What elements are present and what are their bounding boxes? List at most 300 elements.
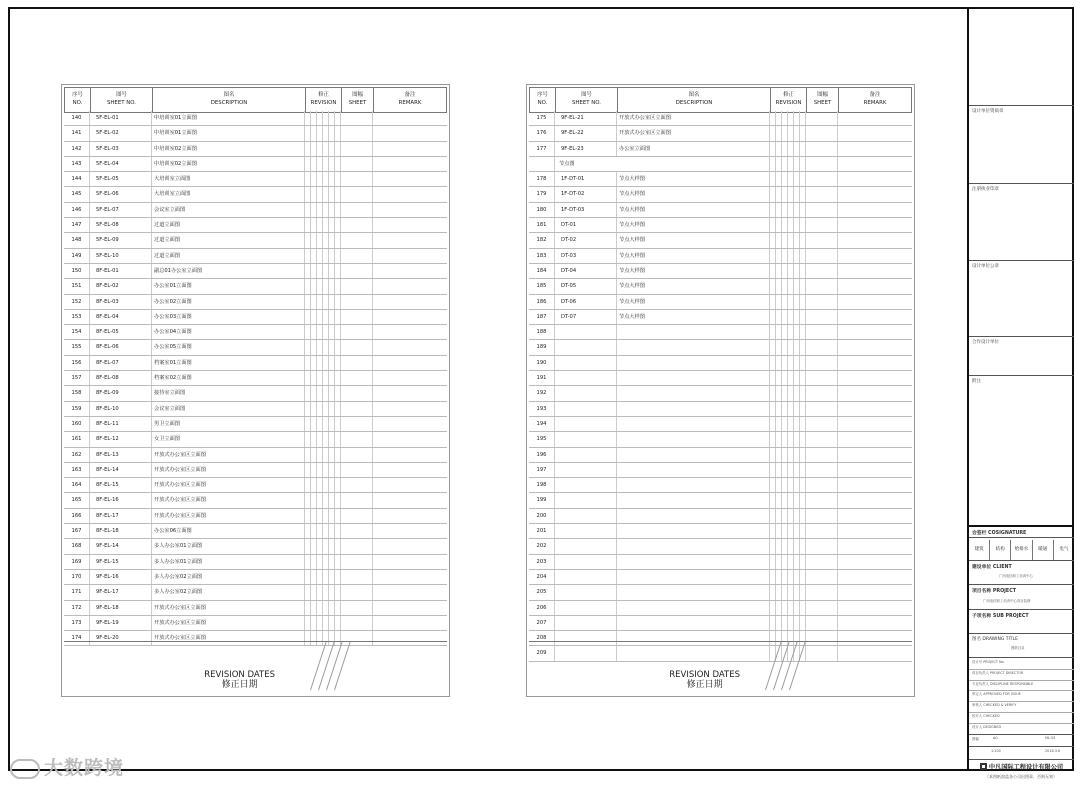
sheet-index-right (526, 84, 915, 697)
remark-cell (838, 616, 912, 630)
table-row (529, 524, 912, 539)
row-sheet-no (555, 417, 617, 431)
row-description: 开放式办公室区立面图 (152, 616, 305, 630)
sheet-cell (341, 570, 373, 584)
row-number: 152 (64, 295, 90, 309)
row-number: 161 (64, 432, 90, 446)
row-number: 208 (529, 631, 555, 645)
row-description: 会议室立面图 (152, 203, 305, 217)
row-description: 开放式办公室区立面图 (152, 601, 305, 615)
row-sheet-no: 5F-EL-09 (90, 233, 152, 247)
row-number: 193 (529, 402, 555, 416)
row-sheet-no: 5F-EL-06 (90, 187, 152, 201)
table-row (529, 386, 912, 401)
col-revision: 修正 REVISION (771, 88, 807, 112)
table-row (529, 203, 912, 218)
row-sheet-no: 8F-EL-09 (90, 386, 152, 400)
table-row (64, 585, 447, 600)
sheet-cell (806, 340, 838, 354)
row-sheet-no: 8F-EL-01 (90, 264, 152, 278)
sheet-cell (806, 402, 838, 416)
row-description: 节点大样图 (617, 264, 770, 278)
row-description: 开放式办公室区立面图 (152, 478, 305, 492)
table-row (529, 432, 912, 447)
row-number: 187 (529, 310, 555, 324)
remark-cell (373, 264, 447, 278)
sheet-cell (806, 555, 838, 569)
client-value: 广西电信职工培训中心 (999, 574, 1033, 578)
sheet-cell (806, 386, 838, 400)
table-row (64, 448, 447, 463)
remark-cell (373, 172, 447, 186)
sheet-cell (806, 279, 838, 293)
table-row (64, 601, 447, 616)
title-block (967, 7, 1074, 771)
discipline-electrical: 电气 (1059, 547, 1069, 552)
remark-cell (373, 555, 447, 569)
table-row (64, 111, 447, 126)
remark-cell (838, 157, 912, 171)
remark-cell (838, 417, 912, 431)
table-row (64, 509, 447, 524)
sheet-cell (806, 218, 838, 232)
remark-cell (838, 478, 912, 492)
sheet-cell (341, 356, 373, 370)
remark-cell (373, 524, 447, 538)
sheet-cell (806, 142, 838, 156)
sheet-cell (341, 264, 373, 278)
row-sheet-no: 1F-DT-02 (555, 187, 617, 201)
row-number: 151 (64, 279, 90, 293)
row-description: 节点大样图 (617, 249, 770, 263)
row-sheet-no: 8F-EL-07 (90, 356, 152, 370)
row-description: 多人办公室01立面图 (152, 539, 305, 553)
company-name: 中凡国际工程设计有限公司 (969, 759, 1074, 772)
sheet-cell (341, 310, 373, 324)
remark-cell (373, 295, 447, 309)
row-sheet-no (555, 493, 617, 507)
sheet-cell (806, 371, 838, 385)
notes-label: 附注 (972, 379, 981, 384)
sheet-cell (341, 325, 373, 339)
row-number: 163 (64, 463, 90, 477)
row-description (617, 432, 770, 446)
row-sheet-no: 9F-EL-15 (90, 555, 152, 569)
sheet-cell (806, 539, 838, 553)
row-sheet-no: 9F-EL-18 (90, 601, 152, 615)
row-description (617, 478, 770, 492)
sheet-cell (806, 264, 838, 278)
col-sheet-no: 图号 SHEET NO. (91, 88, 153, 112)
row-number: 175 (529, 111, 555, 125)
row-number: 191 (529, 371, 555, 385)
remark-cell (838, 218, 912, 232)
row-number: 184 (529, 264, 555, 278)
sheet-cell (341, 126, 373, 140)
row-sheet-no: 9F-EL-21 (555, 111, 617, 125)
signature-row-label: 校对人 CHECKED (972, 714, 1000, 718)
sheet-cell (806, 601, 838, 615)
row-sheet-no: 9F-EL-23 (555, 142, 617, 156)
row-sheet-no (555, 524, 617, 538)
sheet-cell (806, 325, 838, 339)
row-description: 档案室01立面图 (152, 356, 305, 370)
row-description (617, 570, 770, 584)
row-sheet-no: 5F-EL-07 (90, 203, 152, 217)
table-row (529, 249, 912, 264)
table-row (64, 432, 447, 447)
remark-cell (838, 310, 912, 324)
table-row (64, 539, 447, 554)
table-row (529, 555, 912, 570)
row-description (617, 448, 770, 462)
row-description (617, 402, 770, 416)
col-sheet-no: 图号 SHEET NO. (556, 88, 618, 112)
table-row (529, 172, 912, 187)
row-sheet-no: DT-02 (555, 233, 617, 247)
row-description (617, 371, 770, 385)
ratio-value: 1:100 (991, 749, 1001, 753)
row-description: 开放式办公室区立面图 (152, 448, 305, 462)
table-row (529, 570, 912, 585)
remark-cell (373, 187, 447, 201)
signature-row-label: 设计人 DESIGNED (972, 724, 1002, 729)
project-value: 广西电信职工培训中心项目装修 (983, 599, 1031, 603)
sheet-cell (806, 233, 838, 247)
table-row (529, 616, 912, 631)
row-sheet-no: 1F-DT-01 (555, 172, 617, 186)
row-sheet-no: 9F-EL-16 (90, 570, 152, 584)
table-row (529, 218, 912, 233)
row-description: 开放式办公室区立面图 (617, 126, 770, 140)
row-number: 168 (64, 539, 90, 553)
table-row (529, 356, 912, 371)
sheet-index-left (61, 84, 450, 697)
col-description: 图名 DESCRIPTION (153, 88, 306, 112)
row-description (617, 616, 770, 630)
table-row (529, 417, 912, 432)
table-row (64, 264, 447, 279)
date-value: 2018.3.6 (1045, 749, 1061, 753)
sheet-cell (341, 448, 373, 462)
row-number: 145 (64, 187, 90, 201)
row-number: 202 (529, 539, 555, 553)
sheet-cell (806, 203, 838, 217)
sheet-cell (806, 570, 838, 584)
row-number: 197 (529, 463, 555, 477)
row-number: 176 (529, 126, 555, 140)
row-number: 190 (529, 356, 555, 370)
col-sheet: 图幅 SHEET (807, 88, 839, 112)
row-sheet-no: 8F-EL-05 (90, 325, 152, 339)
remark-cell (373, 448, 447, 462)
sheet-cell (806, 509, 838, 523)
row-number: 173 (64, 616, 90, 630)
table-header (64, 87, 447, 113)
row-sheet-no: 8F-EL-14 (90, 463, 152, 477)
row-number: 149 (64, 249, 90, 263)
drawing-no-value: ML-03 (1045, 736, 1056, 740)
table-row (64, 402, 447, 417)
remark-cell (373, 585, 447, 599)
sheet-cell (806, 585, 838, 599)
table-row (64, 249, 447, 264)
row-number: 209 (529, 646, 555, 660)
col-remark: 备注 REMARK (398, 92, 422, 106)
row-number: 195 (529, 432, 555, 446)
sheet-cell (806, 295, 838, 309)
row-number: 199 (529, 493, 555, 507)
row-number: 207 (529, 616, 555, 630)
row-description: 办公室立面图 (617, 142, 770, 156)
row-number: 194 (529, 417, 555, 431)
row-description: 办公室03立面图 (152, 310, 305, 324)
table-row (529, 279, 912, 294)
remark-cell (838, 142, 912, 156)
table-row (64, 417, 447, 432)
remark-cell (373, 539, 447, 553)
table-row (64, 463, 447, 478)
row-description: 节点大样图 (617, 203, 770, 217)
sheet-cell (341, 249, 373, 263)
sheet-cell (806, 493, 838, 507)
sheet-cell (341, 203, 373, 217)
row-number: 150 (64, 264, 90, 278)
row-number: 164 (64, 478, 90, 492)
sheet-cell (806, 187, 838, 201)
row-number: 181 (529, 218, 555, 232)
row-sheet-no (555, 539, 617, 553)
row-number: 148 (64, 233, 90, 247)
remark-cell (373, 386, 447, 400)
sheet-cell (806, 356, 838, 370)
table-header (529, 87, 912, 113)
row-number (529, 157, 555, 171)
remark-cell (838, 356, 912, 370)
sheet-cell (341, 524, 373, 538)
remark-cell (373, 325, 447, 339)
row-number: 143 (64, 157, 90, 171)
row-sheet-no: 9F-EL-20 (90, 631, 152, 645)
sheet-cell (806, 172, 838, 186)
row-description: 节点大样图 (617, 172, 770, 186)
row-sheet-no (555, 356, 617, 370)
remark-cell (838, 448, 912, 462)
row-sheet-no (555, 432, 617, 446)
table-body (529, 111, 912, 662)
row-description (617, 601, 770, 615)
remark-cell (373, 340, 447, 354)
table-row (529, 233, 912, 248)
row-description (617, 555, 770, 569)
remark-cell (838, 295, 912, 309)
sheet-cell (341, 187, 373, 201)
remark-cell (838, 463, 912, 477)
row-number: 183 (529, 249, 555, 263)
row-sheet-no (555, 386, 617, 400)
table-row (64, 325, 447, 340)
table-row (529, 187, 912, 202)
sheet-cell (341, 539, 373, 553)
remark-cell (838, 402, 912, 416)
row-sheet-no: 9F-EL-22 (555, 126, 617, 140)
row-description: 副总01办公室立面图 (152, 264, 305, 278)
discipline-architecture: 建筑 (969, 540, 990, 560)
sub-project-label: 子项名称 SUB PROJECT (972, 614, 1029, 619)
row-sheet-no (555, 402, 617, 416)
row-sheet-no (555, 509, 617, 523)
remark-cell (373, 111, 447, 125)
row-description (617, 585, 770, 599)
table-row (64, 295, 447, 310)
sheet-cell (341, 371, 373, 385)
sheet-cell (341, 616, 373, 630)
col-no: 序号 NO. (530, 88, 556, 112)
revision-dates-label: REVISION DATES 修正日期 (669, 670, 740, 690)
table-row (529, 340, 912, 355)
sheet-cell (806, 616, 838, 630)
row-sheet-no: 8F-EL-16 (90, 493, 152, 507)
row-number: 206 (529, 601, 555, 615)
row-sheet-no: 8F-EL-08 (90, 371, 152, 385)
sheet-cell (806, 157, 838, 171)
signature-row-label: 专业负责人 DISCIPLINE RESPONSIBLE (972, 681, 1034, 686)
watermark-logo-icon (10, 759, 40, 779)
remark-cell (838, 203, 912, 217)
table-row (529, 295, 912, 310)
discipline-plumbing: 给排水 (1011, 540, 1032, 560)
remark-cell (838, 340, 912, 354)
row-description: 女卫立面图 (152, 432, 305, 446)
row-sheet-no (555, 463, 617, 477)
sheet-cell (341, 233, 373, 247)
row-description (617, 386, 770, 400)
row-number: 159 (64, 402, 90, 416)
table-row (64, 157, 447, 172)
row-description: 开放式办公室区立面图 (617, 111, 770, 125)
row-number: 153 (64, 310, 90, 324)
row-description (617, 509, 770, 523)
remark-cell (838, 585, 912, 599)
row-description (617, 463, 770, 477)
remark-cell (373, 493, 447, 507)
sheet-cell (341, 601, 373, 615)
row-sheet-no: 8F-EL-02 (90, 279, 152, 293)
table-row (529, 371, 912, 386)
row-number: 198 (529, 478, 555, 492)
row-description: 开放式办公室区立面图 (152, 463, 305, 477)
sheet-cell (341, 340, 373, 354)
table-row (529, 142, 912, 157)
row-sheet-no: 9F-EL-14 (90, 539, 152, 553)
row-sheet-no (555, 555, 617, 569)
table-row (64, 142, 447, 157)
remark-cell (373, 509, 447, 523)
signature-row-label: 审定人 APPROVED FOR ISSUE (972, 692, 1021, 697)
row-number: 185 (529, 279, 555, 293)
row-sheet-no: 节点图 (555, 157, 770, 171)
row-number: 204 (529, 570, 555, 584)
table-row (64, 371, 447, 386)
remark-cell (373, 356, 447, 370)
row-sheet-no (555, 616, 617, 630)
row-description: 多人办公室01立面图 (152, 555, 305, 569)
row-sheet-no: DT-03 (555, 249, 617, 263)
row-description: 多人办公室02立面图 (152, 585, 305, 599)
row-description: 节点大样图 (617, 295, 770, 309)
client-label: 建设单位 CLIENT (972, 565, 1012, 570)
row-description (617, 524, 770, 538)
cosign-label: 会签栏 COSIGNATURE (972, 531, 1027, 536)
row-number: 154 (64, 325, 90, 339)
table-row (64, 356, 447, 371)
remark-cell (838, 555, 912, 569)
revision-dates-box (529, 641, 912, 694)
row-number: 182 (529, 233, 555, 247)
row-description (617, 340, 770, 354)
row-number: 166 (64, 509, 90, 523)
row-number: 147 (64, 218, 90, 232)
remark-cell (838, 126, 912, 140)
discipline-structure: 结构 (990, 540, 1011, 560)
row-sheet-no: 5F-EL-02 (90, 126, 152, 140)
sheet-cell (806, 111, 838, 125)
remark-cell (373, 371, 447, 385)
sheet-cell (341, 279, 373, 293)
row-number: 144 (64, 172, 90, 186)
table-row (64, 478, 447, 493)
row-sheet-no: 8F-EL-12 (90, 432, 152, 446)
row-sheet-no: 8F-EL-03 (90, 295, 152, 309)
remark-cell (373, 233, 447, 247)
row-description (617, 325, 770, 339)
scale-value: A0 (993, 736, 998, 740)
sheet-cell (341, 295, 373, 309)
row-description: 办公室04立面图 (152, 325, 305, 339)
row-description (617, 417, 770, 431)
row-description: 大培训室立面图 (152, 187, 305, 201)
row-sheet-no: 5F-EL-01 (90, 111, 152, 125)
remark-cell (838, 386, 912, 400)
row-number: 180 (529, 203, 555, 217)
table-row (64, 203, 447, 218)
remark-cell (838, 279, 912, 293)
sheet-cell (806, 310, 838, 324)
drawing-title-value: 图纸目录 (1011, 646, 1025, 650)
row-number: 146 (64, 203, 90, 217)
remark-cell (373, 203, 447, 217)
row-description: 节点大样图 (617, 310, 770, 324)
sheet-cell (341, 386, 373, 400)
table-row (64, 233, 447, 248)
row-number: 203 (529, 555, 555, 569)
revision-dates-box (64, 641, 447, 694)
project-label: 项目名称 PROJECT (972, 589, 1016, 594)
row-number: 172 (64, 601, 90, 615)
row-number: 170 (64, 570, 90, 584)
table-row (529, 539, 912, 554)
row-description: 办公室05立面图 (152, 340, 305, 354)
row-description: 办公室02立面图 (152, 295, 305, 309)
sheet-cell (341, 585, 373, 599)
row-description: 开放式办公室区立面图 (152, 509, 305, 523)
sheet-cell (341, 402, 373, 416)
remark-cell (838, 172, 912, 186)
remark-cell (838, 432, 912, 446)
footnote: （本图纸加盖各公司出图章，否则无效） (985, 774, 1057, 779)
table-row (529, 493, 912, 508)
sheet-cell (341, 478, 373, 492)
